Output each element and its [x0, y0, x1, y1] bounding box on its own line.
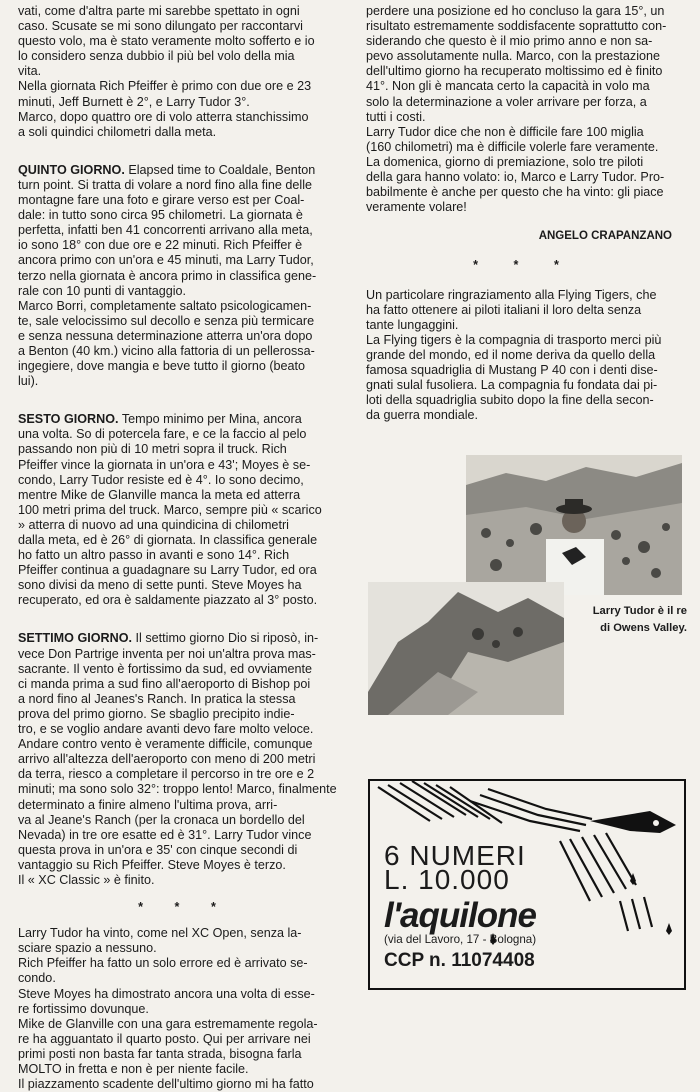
- ad-ccp-number: CCP n. 11074408: [384, 950, 535, 971]
- photo-owens-valley-mountain: [368, 582, 564, 715]
- intro-paragraph: vati, come d'altra parte mi sarebbe spettato in ogni caso. Scusate se mi sono dilungato per raccontarvi questo volo, ma è stato veramente molto sofferto e io lo considero senza dubbio il più bel volo della mia vita. Nella giornata Rich Pfeiffer è primo con due ore e 23 minuti, Jeff Burnett è 2°, e Larry Tudor 3°. Marco, dopo quattro ore di volo atterra stanchissimo a soli quindici chilometri dalla meta.: [18, 4, 315, 139]
- day6-text: Tempo minimo per Mina, ancora una volta. So di potercela fare, e ce la faccio al pelo passando non più di 10 metri sopra il truck. Rich Pfeiffer vince la giornata in un'ora e 43'; Moyes è se- condo, Larry Tudor resiste ed è 4°. Io sono decimo, mentre Mike de Glanville manca la meta ed atterra 100 metri prima del truck. Marco, sempre più « scarico » atterra di nuovo ad una quindicina di chilometri dalla meta, ed è 26° di giornata. In classifica generale ho fatto un altro passo in avanti e sono 14°. Rich Pfeiffer continua a guadagnare su Larry Tudor, ed ora sono divisi da meno di sette punti. Steve Moyes ha recuperato, ed ora è saldamente piazzato al 3° posto.: [18, 412, 322, 608]
- day7-text: Il settimo giorno Dio si riposò, in- vece Don Partrige inventa per noi un'altra prova mas- sacrante. Il vento è fortissimo da sud, ed ovviamente ci manda prima a sud fino all'aeroporto di Bishop poi a nord fino al Jeanes's Ranch. In pratica la stessa prova del primo giorno. Se sbaglio precipito indie- tro, e se voglio andare avanti devo fare molto veloce. Andare contro vento è veramente difficile, comunque arrivo all'altezza dell'aeroporto con meno di 200 metri da terra, riesco a completare il percorso in tre ore e 2 minuti; ma sono solo 32°: troppo lento! Marco, finalmente determinato a finire almeno l'ultima prova, arri- va al Jeane's Ranch (per la cronaca un bordello del Nevada) in tre ore esatte ed è 31°. Larry Tudor vince questa prova in un'ora e 35' con cinque secondi di vantaggio su Rich Pfeiffer. Steve Moyes è terzo. Il « XC Classic » è finito.: [18, 631, 337, 887]
- left-column: [18, 4, 350, 1092]
- photo-larry-tudor-image: [466, 455, 682, 595]
- day6-section: [18, 412, 350, 608]
- photo-larry-tudor: [466, 455, 682, 595]
- photo-caption: Larry Tudor è il re di Owens Valley.: [592, 605, 687, 634]
- continuation-paragraph: perdere una posizione ed ho concluso la gara 15°, un risultato estremamente soddisfacente soprattutto con- siderando che questo è il mio primo anno e non sa- pevo assolutamente nulla. Marco, con la prestazione dell'ultimo giorno ha recuperato moltissimo ed è finito 41°. Non gli è mancata certo la capacità in volo ma solo la determinazione a voler arrivare per forza, a tutti i costi. Larry Tudor dice che non è difficile fare 100 miglia (160 chilometri) ma è difficile volerle fare veramente. La domenica, giorno di premiazione, solo tre piloti della gara hanno volato: io, Marco e Larry Tudor. Pro- babilmente è anche per questo che ha vinto: gli piace veramente volare!: [366, 4, 667, 215]
- day7-section: [18, 631, 350, 888]
- ad-brand-name: l'aquilone: [384, 896, 536, 935]
- photo-owens-valley-mountain-image: [368, 582, 564, 715]
- day5-text: Elapsed time to Coaldale, Benton turn point. Si tratta di volare a nord fino alla fine delle montagne fare una foto e girare verso est per Coal- dale: in tutto sono circa 95 chilometri. La giornata è perfetta, infatti ben 41 concorrenti arrivano alla meta, io sono 18° con due ore e 22 minuti. Rich Pfeiffer è ancora primo con un'ora e 45 minuti, ma Larry Tudor, terzo nella giornata è ancora primo in classifica gene- rale con 10 punti di vantaggio. Marco Borri, completamente saltato psicologicamen- te, sale velocissimo sul decollo e senza più termicare e senza nessuna determinazione atterra un'ora dopo a Benton (40 km.) vicino alla fattoria di un pellerossa- ingegiere, dove mangia e beve tutto il giorno (beato lui).: [18, 162, 317, 389]
- acknowledgement-paragraph: Un particolare ringraziamento alla Flying Tigers, che ha fatto ottenere ai piloti italiani il loro delta senza tante lungaggini. La Flying tigers è la compagnia di trasporto merci più grande del mondo, ed il nome deriva da quello della famosa squadriglia di Mustang P 40 con i denti dise- gnati sulal fusoliera. La compagnia fu fondata dai pi- loti della squadriglia subito dopo la fine della secon- da guerra mondiale.: [366, 287, 662, 423]
- day6-heading: SESTO GIORNO.: [18, 412, 119, 427]
- subscription-ad: [368, 779, 686, 990]
- ad-address: (via del Lavoro, 17 - Bologna): [384, 933, 537, 946]
- right-column: [366, 4, 682, 423]
- day5-section: [18, 163, 350, 389]
- ad-price: L. 10.000: [384, 864, 510, 895]
- section-separator: * * *: [138, 900, 230, 915]
- final-paragraph: Larry Tudor ha vinto, come nel XC Open, senza la- sciare spazio a nessuno. Rich Pfeiffer ha fatto un solo errore ed è arrivato se- condo. Steve Moyes ha dimostrato ancora una volta di esse- re fortissimo dovunque. Mike de Glanville con una gara estremamente regola- re ha agguantato il quarto posto. Qui per arrivare nei primi posti non basta far tanta strada, bisogna farla MOLTO in fretta e non è per niente facile. Il piazzamento scadente dell'ultimo giorno mi ha fatto: [18, 926, 318, 1092]
- section-separator: * * *: [473, 258, 575, 273]
- author-signature: ANGELO CRAPANZANO: [538, 230, 672, 243]
- ad-issues-count: 6 NUMERI: [384, 840, 526, 871]
- day7-heading: SETTIMO GIORNO.: [18, 631, 133, 646]
- day5-heading: QUINTO GIORNO.: [18, 162, 125, 177]
